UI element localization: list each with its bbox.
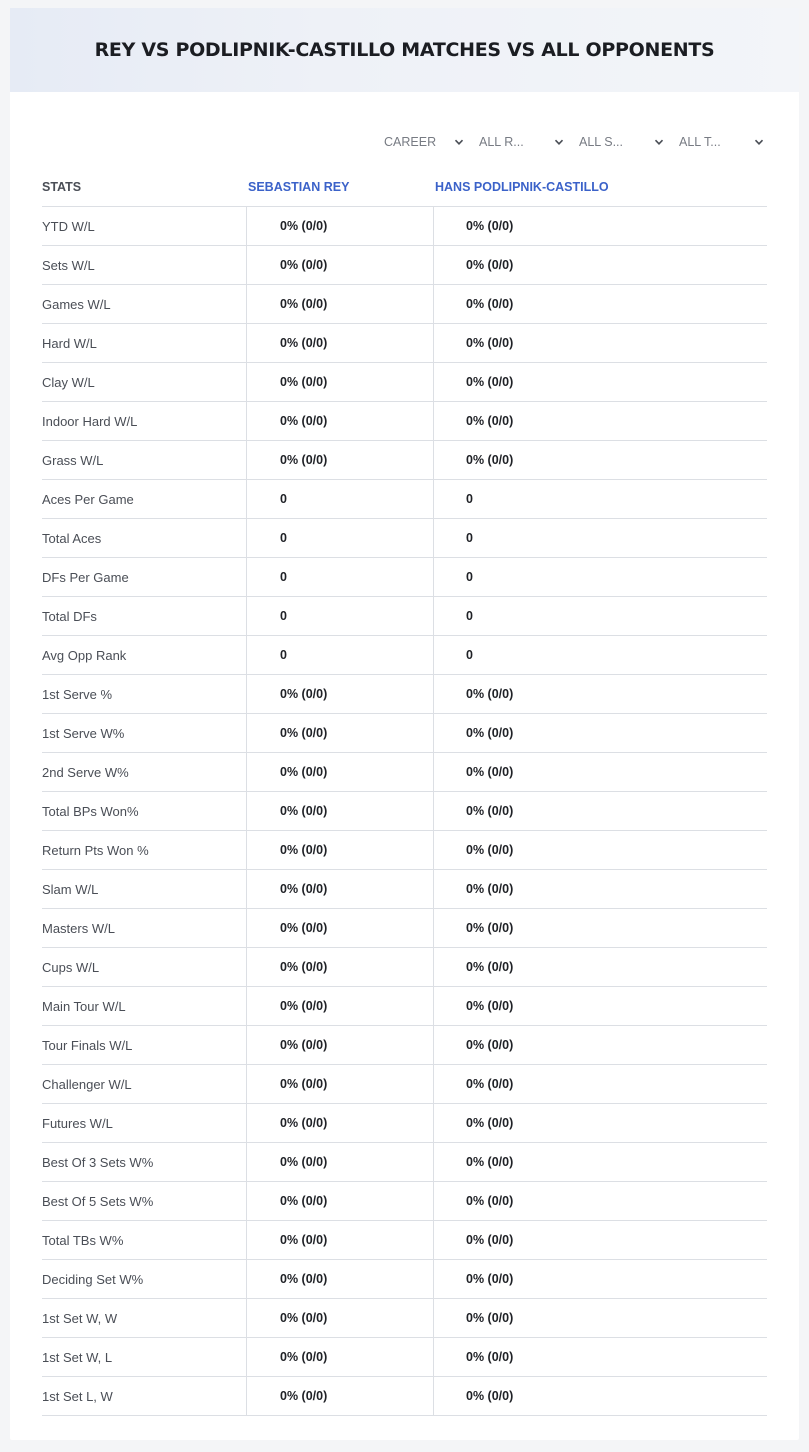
stats-column-header: STATS (42, 180, 82, 194)
stat-label: 1st Set L, W (42, 1377, 247, 1415)
player2-stat-value: 0% (0/0) (466, 726, 514, 740)
player2-stat-value: 0% (0/0) (466, 375, 514, 389)
table-row (42, 558, 767, 597)
player2-stat-value: 0% (0/0) (466, 921, 514, 935)
player2-stat-value: 0 (466, 609, 473, 623)
player1-stat-value: 0% (0/0) (247, 714, 434, 752)
player1-stat-value: 0% (0/0) (247, 402, 434, 440)
player2-column-header[interactable]: HANS PODLIPNIK-CASTILLO (435, 180, 609, 194)
table-row (42, 1377, 767, 1416)
player1-stat-value: 0% (0/0) (247, 987, 434, 1025)
player2-stat-value: 0% (0/0) (466, 843, 514, 857)
stat-label: Total DFs (42, 597, 247, 635)
stat-label: Cups W/L (42, 948, 247, 986)
player1-stat-value: 0% (0/0) (247, 1299, 434, 1337)
stat-label: Futures W/L (42, 1104, 247, 1142)
table-row (42, 714, 767, 753)
player2-stat-value: 0% (0/0) (466, 258, 514, 272)
player1-column-header[interactable]: SEBASTIAN REY (248, 180, 350, 194)
player1-stat-value: 0% (0/0) (247, 1104, 434, 1142)
stat-label: YTD W/L (42, 207, 247, 245)
round-filter-select[interactable] (479, 126, 564, 158)
table-row (42, 987, 767, 1026)
player1-stat-value: 0% (0/0) (247, 1377, 434, 1415)
player1-stat-value: 0% (0/0) (247, 1221, 434, 1259)
tournament-filter-select[interactable] (679, 126, 764, 158)
stat-label: Grass W/L (42, 441, 247, 479)
period-filter-select[interactable] (384, 126, 464, 158)
player1-stat-value: 0% (0/0) (247, 1065, 434, 1103)
table-row (42, 597, 767, 636)
player2-stat-value: 0% (0/0) (466, 1038, 514, 1052)
table-row (42, 1338, 767, 1377)
player2-stat-value: 0% (0/0) (466, 999, 514, 1013)
stat-label: Slam W/L (42, 870, 247, 908)
player2-stat-value: 0% (0/0) (466, 1233, 514, 1247)
player1-stat-value: 0% (0/0) (247, 207, 434, 245)
stat-label: Best Of 3 Sets W% (42, 1143, 247, 1181)
player2-stat-value: 0% (0/0) (466, 297, 514, 311)
stat-label: Total BPs Won% (42, 792, 247, 830)
player2-stat-value: 0% (0/0) (466, 453, 514, 467)
stat-label: Games W/L (42, 285, 247, 323)
tournament-filter-label: ALL T... (679, 135, 721, 149)
table-row (42, 480, 767, 519)
player2-stat-value: 0% (0/0) (466, 1389, 514, 1403)
player1-stat-value: 0% (0/0) (247, 831, 434, 869)
table-row (42, 324, 767, 363)
player2-stat-value: 0% (0/0) (466, 1155, 514, 1169)
table-row (42, 831, 767, 870)
table-row (42, 909, 767, 948)
player1-stat-value: 0% (0/0) (247, 324, 434, 362)
surface-filter-select[interactable] (579, 126, 664, 158)
player2-stat-value: 0% (0/0) (466, 1350, 514, 1364)
table-row (42, 285, 767, 324)
round-filter-label: ALL R... (479, 135, 524, 149)
stat-label: Tour Finals W/L (42, 1026, 247, 1064)
player1-stat-value: 0% (0/0) (247, 1260, 434, 1298)
table-row (42, 207, 767, 246)
table-row (42, 1104, 767, 1143)
stats-table (42, 206, 767, 1416)
player1-stat-value: 0% (0/0) (247, 1026, 434, 1064)
table-row (42, 636, 767, 675)
player1-stat-value: 0% (0/0) (247, 246, 434, 284)
player2-stat-value: 0% (0/0) (466, 1272, 514, 1286)
table-row (42, 1221, 767, 1260)
player1-stat-value: 0 (247, 480, 434, 518)
stat-label: Clay W/L (42, 363, 247, 401)
player1-stat-value: 0% (0/0) (247, 363, 434, 401)
table-row (42, 363, 767, 402)
stats-card (10, 8, 799, 1440)
chevron-down-icon (754, 137, 764, 147)
stat-label: 2nd Serve W% (42, 753, 247, 791)
table-row (42, 1143, 767, 1182)
player2-stat-value: 0% (0/0) (466, 1077, 514, 1091)
table-row (42, 1299, 767, 1338)
table-row (42, 1182, 767, 1221)
chevron-down-icon (454, 137, 464, 147)
player1-stat-value: 0% (0/0) (247, 1143, 434, 1181)
stat-label: Main Tour W/L (42, 987, 247, 1025)
player2-stat-value: 0% (0/0) (466, 414, 514, 428)
table-row (42, 246, 767, 285)
table-row (42, 753, 767, 792)
stat-label: Return Pts Won % (42, 831, 247, 869)
player1-stat-value: 0 (247, 597, 434, 635)
player1-stat-value: 0% (0/0) (247, 1338, 434, 1376)
player1-stat-value: 0 (247, 519, 434, 557)
table-row (42, 402, 767, 441)
stat-label: DFs Per Game (42, 558, 247, 596)
period-filter-label: CAREER (384, 135, 437, 149)
table-row (42, 1065, 767, 1104)
player2-stat-value: 0 (466, 570, 473, 584)
player1-stat-value: 0% (0/0) (247, 792, 434, 830)
player1-stat-value: 0% (0/0) (247, 441, 434, 479)
table-header (42, 168, 767, 206)
table-row (42, 792, 767, 831)
player1-stat-value: 0% (0/0) (247, 675, 434, 713)
player1-stat-value: 0% (0/0) (247, 1182, 434, 1220)
player2-stat-value: 0% (0/0) (466, 765, 514, 779)
player1-stat-value: 0% (0/0) (247, 753, 434, 791)
table-row (42, 1026, 767, 1065)
player1-stat-value: 0% (0/0) (247, 870, 434, 908)
table-row (42, 519, 767, 558)
player2-stat-value: 0 (466, 492, 473, 506)
player2-stat-value: 0% (0/0) (466, 219, 514, 233)
stat-label: Hard W/L (42, 324, 247, 362)
player1-stat-value: 0 (247, 558, 434, 596)
player2-stat-value: 0 (466, 531, 473, 545)
player2-stat-value: 0% (0/0) (466, 336, 514, 350)
stat-label: 1st Set W, L (42, 1338, 247, 1376)
stat-label: 1st Serve % (42, 675, 247, 713)
stat-label: Masters W/L (42, 909, 247, 947)
player1-stat-value: 0% (0/0) (247, 285, 434, 323)
player2-stat-value: 0% (0/0) (466, 882, 514, 896)
stat-label: Avg Opp Rank (42, 636, 247, 674)
stat-label: Total Aces (42, 519, 247, 557)
player2-stat-value: 0 (466, 648, 473, 662)
chevron-down-icon (654, 137, 664, 147)
page-header (10, 8, 799, 92)
table-row (42, 948, 767, 987)
table-row (42, 441, 767, 480)
player2-stat-value: 0% (0/0) (466, 1311, 514, 1325)
player2-stat-value: 0% (0/0) (466, 1116, 514, 1130)
stat-label: Sets W/L (42, 246, 247, 284)
chevron-down-icon (554, 137, 564, 147)
stat-label: Deciding Set W% (42, 1260, 247, 1298)
stat-label: 1st Serve W% (42, 714, 247, 752)
table-row (42, 1260, 767, 1299)
page-title: REY VS PODLIPNIK-CASTILLO MATCHES VS ALL OPPONENTS (94, 39, 715, 61)
player1-stat-value: 0% (0/0) (247, 948, 434, 986)
player2-stat-value: 0% (0/0) (466, 960, 514, 974)
stat-label: Best Of 5 Sets W% (42, 1182, 247, 1220)
player1-stat-value: 0% (0/0) (247, 909, 434, 947)
table-row (42, 675, 767, 714)
player2-stat-value: 0% (0/0) (466, 687, 514, 701)
stat-label: 1st Set W, W (42, 1299, 247, 1337)
stat-label: Aces Per Game (42, 480, 247, 518)
player2-stat-value: 0% (0/0) (466, 1194, 514, 1208)
stat-label: Challenger W/L (42, 1065, 247, 1103)
player1-stat-value: 0 (247, 636, 434, 674)
filter-bar (10, 126, 799, 158)
table-row (42, 870, 767, 909)
stat-label: Total TBs W% (42, 1221, 247, 1259)
surface-filter-label: ALL S... (579, 135, 624, 149)
stat-label: Indoor Hard W/L (42, 402, 247, 440)
player2-stat-value: 0% (0/0) (466, 804, 514, 818)
